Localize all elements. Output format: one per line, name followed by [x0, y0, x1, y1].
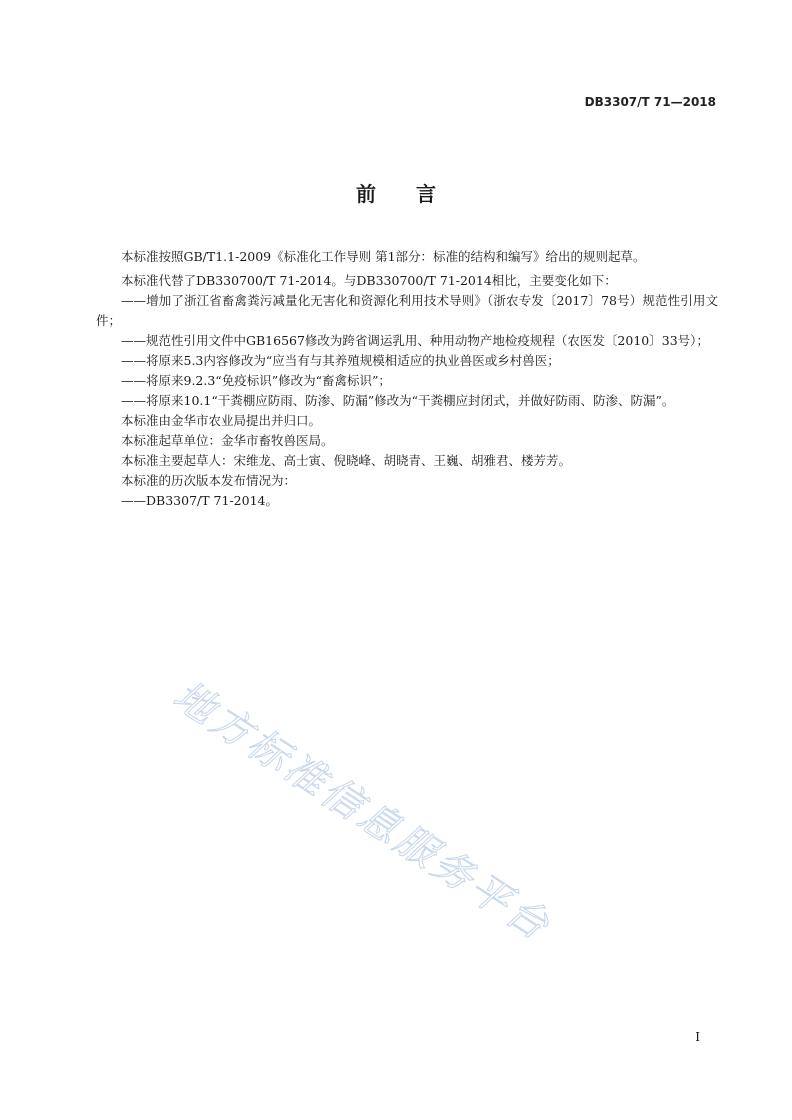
history-item: ——DB3307/T 71-2014。	[121, 493, 278, 508]
foreword-body	[96, 247, 718, 511]
paragraph-proposer: 本标准由金华市农业局提出并归口。	[121, 413, 322, 428]
page-title: 前言	[356, 182, 476, 206]
document-code: DB3307/T 71—2018	[584, 95, 716, 109]
watermark: 地方标准信息服务平台	[165, 672, 560, 951]
change-item: ——将原来5.3内容修改为“应当有与其养殖规模相适应的执业兽医或乡村兽医；	[121, 353, 560, 368]
change-item: ——增加了浙江省畜禽粪污减量化无害化和资源化利用技术导则》（浙农专发〔2017〕78号）规范性引用文件；	[96, 293, 718, 328]
change-item: ——将原来9.2.3“免疫标识”修改为“畜禽标识”；	[121, 373, 391, 388]
paragraph-drafters: 本标准主要起草人：宋维龙、高士寅、倪晓峰、胡晓青、王巍、胡雅君、楼芳芳。	[121, 453, 572, 468]
page-number: I	[695, 1030, 700, 1044]
paragraph-drafting-rules: 本标准按照GB/T1.1-2009《标准化工作导则 第1部分：标准的结构和编写》给出的规则起草。	[121, 249, 646, 264]
paragraph-replaces: 本标准代替了DB330700/T 71-2014。与DB330700/T 71-2014相比，主要变化如下：	[121, 273, 617, 288]
change-item: ——规范性引用文件中GB16567修改为跨省调运乳用、种用动物产地检疫规程（农医发〔2010〕33号）；	[121, 333, 709, 348]
change-item: ——将原来10.1“干粪棚应防雨、防渗、防漏”修改为“干粪棚应封闭式，并做好防雨、防渗、防漏”。	[121, 393, 675, 408]
paragraph-history-intro: 本标准的历次版本发布情况为：	[121, 473, 297, 488]
paragraph-drafting-unit: 本标准起草单位：金华市畜牧兽医局。	[121, 433, 334, 448]
